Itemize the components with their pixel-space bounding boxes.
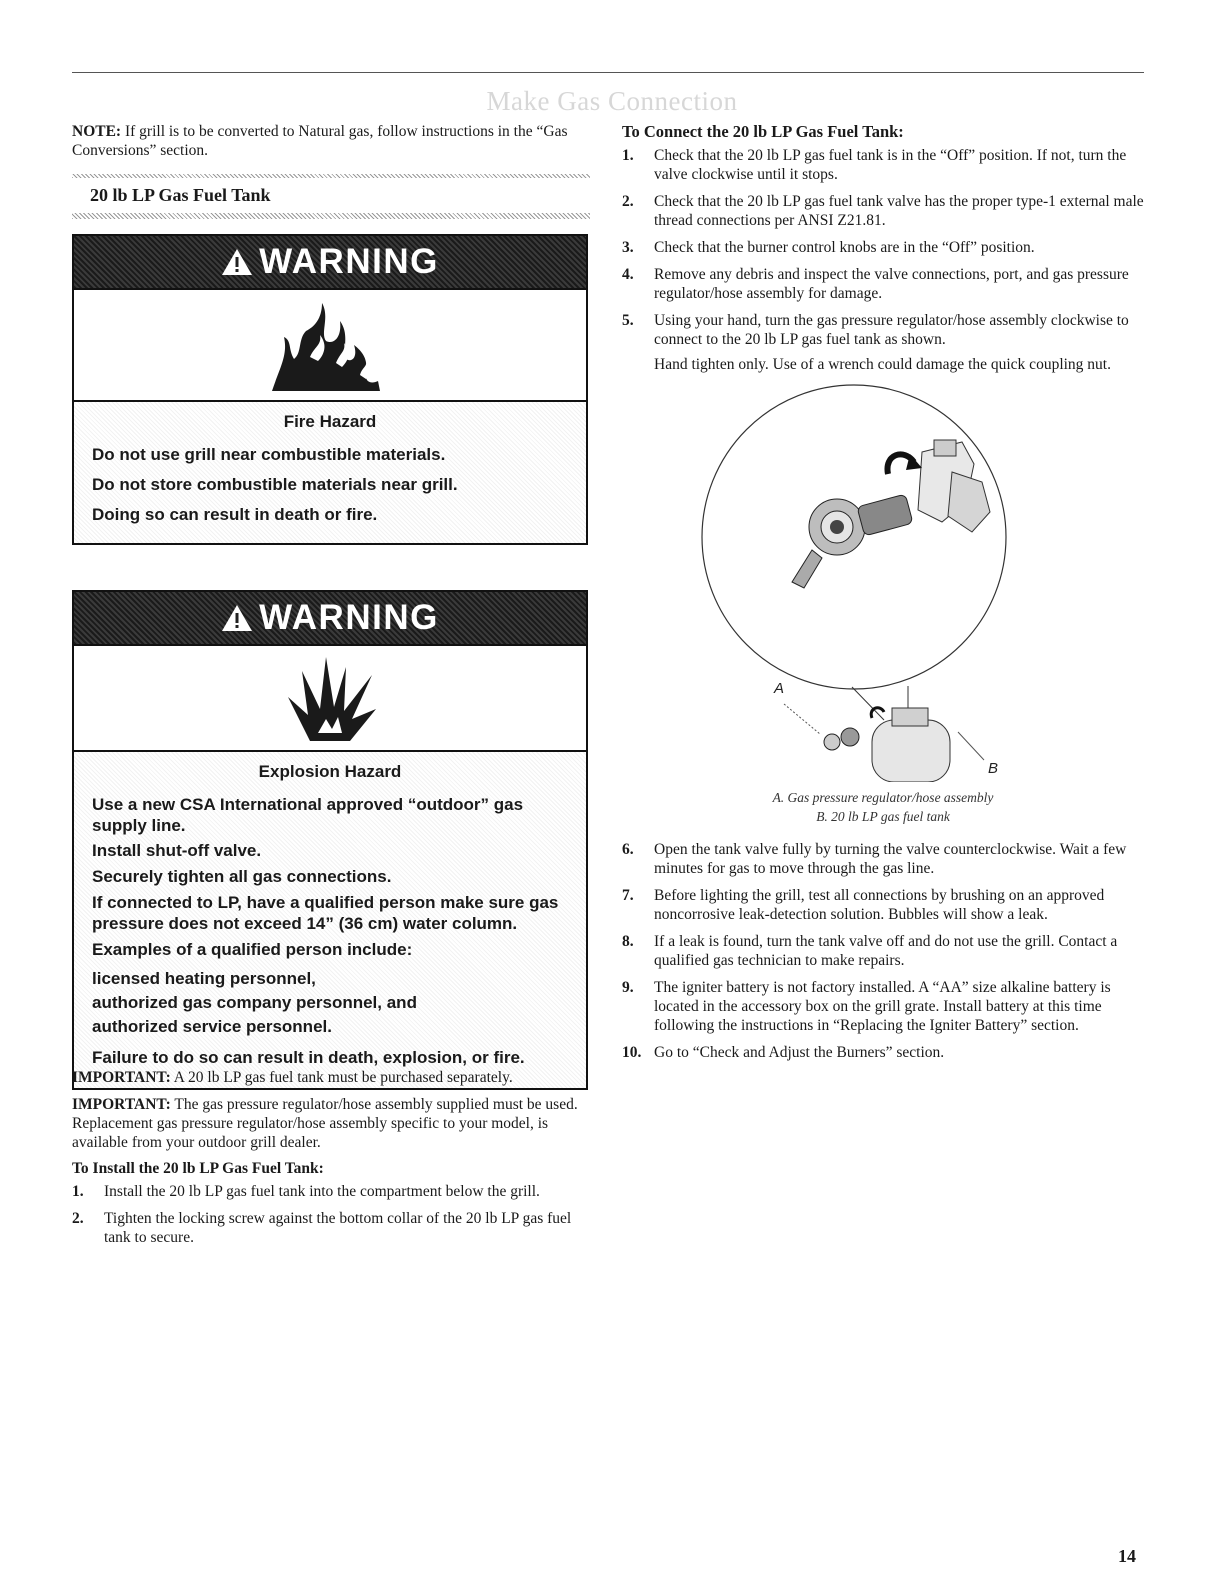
right-column (622, 122, 1144, 1070)
list-item (622, 1043, 1144, 1062)
warning-line: licensed heating personnel, (92, 969, 316, 988)
warning-text-panel (74, 752, 586, 1088)
step-text: Check that the 20 lb LP gas fuel tank is in the “Off” position. If not, turn the valve clockwise until it stops. (654, 147, 1127, 183)
connect-steps-continued (622, 840, 1144, 1062)
top-rule (72, 72, 1144, 73)
warning-line: If connected to LP, have a qualified person make sure gas pressure does not exceed 14” (36 cm) water column. (92, 893, 559, 933)
important-paragraph (72, 1095, 590, 1152)
list-item (72, 1209, 590, 1247)
important-label: IMPORTANT: (72, 1069, 171, 1086)
page-title: Make Gas Connection (486, 86, 738, 116)
note-paragraph (72, 122, 590, 160)
list-item (622, 265, 1144, 303)
step-number: 5. (622, 312, 634, 329)
step-text: Go to “Check and Adjust the Burners” section. (654, 1044, 945, 1061)
page-number: 14 (1118, 1546, 1136, 1566)
step-number: 8. (622, 933, 634, 950)
note-label: NOTE: (72, 123, 122, 140)
list-item (622, 192, 1144, 230)
list-item (622, 311, 1144, 374)
warning-header (74, 236, 586, 288)
step-number: 3. (622, 239, 634, 256)
tank-connection-figure (622, 382, 1144, 782)
list-item (622, 886, 1144, 924)
figure-caption-a: A. Gas pressure regulator/hose assembly (772, 790, 994, 805)
fire-icon (74, 288, 586, 402)
warning-line: authorized service personnel. (92, 1017, 332, 1036)
step-number: 2. (72, 1210, 84, 1227)
step-text: If a leak is found, turn the tank valve off and do not use the grill. Contact a qualified gas technician to make repairs. (654, 933, 1118, 969)
section-rule-bottom (72, 213, 590, 219)
warning-line: Doing so can result in death or fire. (92, 505, 378, 524)
step-subtext: Hand tighten only. Use of a wrench could damage the quick coupling nut. (654, 356, 1111, 373)
step-number: 1. (622, 147, 634, 164)
warning-line: authorized gas company personnel, and (92, 993, 417, 1012)
warning-line: Examples of a qualified person include: (92, 940, 413, 959)
warning-line: Use a new CSA International approved “outdoor” gas supply line. (92, 795, 524, 835)
step-text: Before lighting the grill, test all connections by brushing on an approved noncorrosive leak-detection solution. Bubbles will show a leak. (654, 887, 1105, 923)
list-item (622, 146, 1144, 184)
tank-diagram-illustration (622, 382, 1144, 782)
left-column (72, 122, 590, 219)
step-number: 1. (72, 1183, 84, 1200)
hazard-title: Explosion Hazard (258, 762, 402, 781)
step-number: 9. (622, 979, 634, 996)
connect-heading: To Connect the 20 lb LP Gas Fuel Tank: (622, 122, 904, 141)
install-steps (72, 1182, 590, 1247)
explosion-warning-box (72, 590, 588, 1090)
list-item (622, 932, 1144, 970)
step-number: 2. (622, 193, 634, 210)
section-title: 20 lb LP Gas Fuel Tank (90, 185, 271, 205)
section-header (72, 174, 590, 219)
warning-line: Install shut-off valve. (92, 841, 262, 860)
note-text: If grill is to be converted to Natural gas, follow instructions in the “Gas Conversions” section. (72, 123, 568, 159)
step-text: Using your hand, turn the gas pressure regulator/hose assembly clockwise to connect to the 20 lb LP gas fuel tank as shown. (654, 312, 1129, 348)
step-text: Check that the burner control knobs are in the “Off” position. (654, 239, 1035, 256)
warning-triangle-icon (221, 604, 253, 632)
list-item (622, 840, 1144, 878)
warning-line: Failure to do so can result in death, explosion, or fire. (92, 1048, 525, 1067)
step-text: Open the tank valve fully by turning the valve counterclockwise. Wait a few minutes for gas to move through the gas line. (654, 841, 1127, 877)
important-paragraph (72, 1068, 590, 1087)
list-item (622, 238, 1144, 257)
step-text: Tighten the locking screw against the bottom collar of the 20 lb LP gas fuel tank to secure. (104, 1210, 572, 1246)
warning-header (74, 592, 586, 644)
warning-header-text: WARNING (259, 242, 439, 281)
warning-header-text: WARNING (259, 598, 439, 637)
figure-label-b: B (988, 760, 999, 777)
step-text: Install the 20 lb LP gas fuel tank into the compartment below the grill. (104, 1183, 540, 1200)
list-item (72, 1182, 590, 1201)
step-text: Remove any debris and inspect the valve connections, port, and gas pressure regulator/hose assembly for damage. (654, 266, 1129, 302)
step-text: The igniter battery is not factory installed. A “AA” size alkaline battery is located in the accessory box on the grill grate. Install battery at this time following the instructions in “Replacing the Igniter Battery” section. (654, 979, 1111, 1034)
important-label: IMPORTANT: (72, 1096, 171, 1113)
step-number: 10. (622, 1044, 642, 1061)
important-text: The gas pressure regulator/hose assembly supplied must be used. Replacement gas pressure regulator/hose assembly specific to your model, is available from your outdoor grill dealer. (72, 1096, 578, 1151)
install-heading: To Install the 20 lb LP Gas Fuel Tank: (72, 1160, 324, 1177)
warning-line: Do not use grill near combustible materials. (92, 445, 446, 464)
list-item (622, 978, 1144, 1035)
warning-line: Do not store combustible materials near grill. (92, 475, 458, 494)
hazard-title: Fire Hazard (283, 412, 377, 431)
figure-label-a: A (774, 680, 785, 697)
fire-warning-box (72, 234, 588, 545)
step-text: Check that the 20 lb LP gas fuel tank valve has the proper type-1 external male thread connections per ANSI Z21.81. (654, 193, 1144, 229)
figure-caption-b: B. 20 lb LP gas fuel tank (816, 809, 950, 824)
warning-line: Securely tighten all gas connections. (92, 867, 392, 886)
explosion-icon (74, 644, 586, 752)
warning-triangle-icon (221, 248, 253, 276)
connect-steps (622, 146, 1144, 374)
step-number: 6. (622, 841, 634, 858)
warning-text-panel (74, 402, 586, 543)
important-text: A 20 lb LP gas fuel tank must be purchased separately. (173, 1069, 513, 1086)
step-number: 7. (622, 887, 634, 904)
step-number: 4. (622, 266, 634, 283)
left-column-bottom (72, 1068, 590, 1255)
